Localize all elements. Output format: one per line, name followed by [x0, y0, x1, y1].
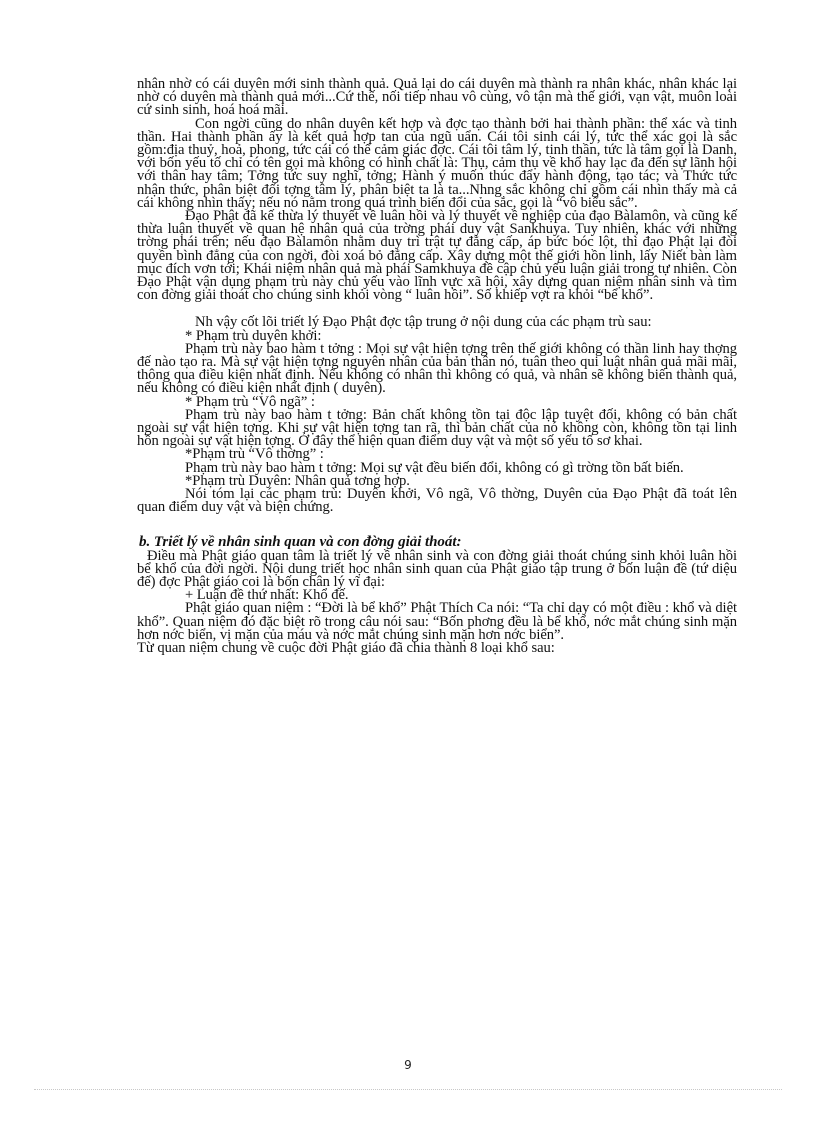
list-item: + Luận đề thứ nhất: Khổ đế.	[185, 587, 349, 604]
footer-divider	[34, 1089, 782, 1090]
paragraph: Từ quan niệm chung về cuộc đời Phật giáo đã chia thành 8 loại khổ sau:	[137, 639, 555, 656]
paragraph: Phạm trù này bao hàm t tởng: Mọi sự vật đều biến đổi, không có gì trờng tồn bất biến.	[185, 459, 684, 476]
list-item: * Phạm trù duyên khởi:	[185, 327, 322, 344]
paragraph: Nói tóm lại các phạm trù: Duyên khởi, Vô ngã, Vô thờng, Duyên của Đạo Phật đã toát lên quan điểm duy vật và biện chứng.	[137, 486, 737, 516]
paragraph: Điều mà Phật giáo quan tâm là triết lý về nhân sinh và con đờng giải thoát chúng sinh khỏi luân hồi bể khổ của đời ngời. Nội dung triết học nhân sinh quan của Phật giáo tập trung ở bốn luận đề (tứ diệu đế) đợc Phật giáo coi là bốn chân lý vĩ đại:	[137, 547, 737, 590]
list-item: *Phạm trù Duyên: Nhân quả tơng hợp.	[185, 472, 410, 489]
paragraph: nhân nhờ có cái duyên mới sinh thành quả. Quả lại do cái duyên mà thành ra nhân khác, nhân khác lại nhờ có duyên mà thành quả mới...Cứ thế, nối tiếp nhau vô cùng, vô tận mà thế giới, vạn vật, muôn loài cứ sinh sinh, hoá hoá mãi.	[137, 76, 737, 119]
paragraph: Phật giáo quan niệm : “Đời là bể khổ” Phật Thích Ca nói: “Ta chỉ dạy có một điều : khổ và diệt khổ”. Quan niệm đó đặc biệt rõ trong câu nói sau: “Bốn phơng đều là bể khổ, nớc mắt chúng sinh mặn hơn nớc biển, vị mặn của máu và nớc mắt chúng sinh mặn hơn nớc biển”.	[137, 600, 737, 643]
list-item: *Phạm trù “Vô thờng” :	[185, 446, 324, 463]
paragraph: Nh vậy cốt lõi triết lý Đạo Phật đợc tập trung ở nội dung của các phạm trù sau:	[195, 314, 652, 331]
paragraph: Phạm trù này bao hàm t tởng: Bản chất không tồn tại độc lập tuyệt đối, không có bản chất ngoài sự vật hiện tợng. Khi sự vật hiện tợng tan rã, thì bản chất của nó không còn, không tồn tại linh hồn ngoài sự vật hiện tợng. Ở đây thể hiện quan điểm duy vật và một số yếu tố sơ khai.	[137, 406, 737, 450]
paragraph: Con ngời cũng do nhân duyên kết hợp và đợc tạo thành bởi hai thành phần: thể xác và tinh thần. Hai thành phần ấy là kết quả hợp tan của ngũ uẩn. Cái tôi sinh cái lý, tức thể xác gọi là sắc gồm:địa thuỷ, hoả, phong, tức cái có thể cảm giác đợc. Cái tôi tâm lý, tinh thần, tức là tâm gọi là Danh, với bốn yếu tố chỉ có tên gọi mà không có hình chất là: Thụ, cảm thụ về khổ hay lạc đa đến sự lãnh hội với thân hay tâm; Tởng tức suy nghĩ, tởng; Hành ý muốn thúc đẩy hành động, tạo tác; và Thức tức nhận thức, phân biệt đối tợng tâm lý, phân biệt ta là ta...Nhng sắc không chỉ gồm cái nhìn thấy mà cả cái không nhìn thấy; nếu nó nằm trong quá trình biến đổi của sắc, gọi là “vô biểu sắc”.	[137, 115, 737, 211]
paragraph: Đạo Phật đã kế thừa lý thuyết về luân hồi và lý thuyết về nghiệp của đạo Bàlamôn, và cũng kế thừa luận thuyết về quan hệ nhân quả của trờng phái duy vật Sankhuya. Tuy nhiên, khác với những trờng phái trên; nếu đạo Bàlamôn nhằm duy trì trật tự đẳng cấp, áp bức bóc lột, thì đạo Phật lại đòi quyền bình đẳng của con ngời, đòi xoá bỏ đẳng cấp. Xây dựng một thế giới hồn linh, lấy Niết bàn làm mục đích vơn tới; Khái niệm nhân quả mà phái Samkhuya đề cập chủ yếu luận giải trong tự nhiên. Còn Đạo Phật vận dụng phạm trù này chủ yếu vào lĩnh vực xã hội, xây dựng quan niệm nhân sinh và tìm con đờng giải thoát cho chúng sinh khỏi vòng “ luân hồi”. Số khiếp vợt ra khỏi “bể khổ”.	[137, 208, 737, 304]
list-item: * Phạm trù “Vô ngã” :	[185, 393, 315, 410]
body-text	[137, 78, 737, 655]
paragraph: Phạm trù này bao hàm t tởng : Mọi sự vật hiện tợng trên thế giới không có thần linh hay thợng đế nào tạo ra. Mà sự vật hiện tợng nguyên nhân của bản thân nó, tuân theo qui luật nhân quả mãi mãi, thông qua điều kiện nhất định. Nếu không có nhân thì không có quả, và nhân sẽ không biến thành quả, nếu không có điều kiện nhất định ( duyên).	[137, 340, 737, 397]
page-number: 9	[404, 1058, 412, 1072]
section-heading: b. Triết lý về nhân sinh quan và con đờng giải thoát:	[139, 533, 462, 550]
